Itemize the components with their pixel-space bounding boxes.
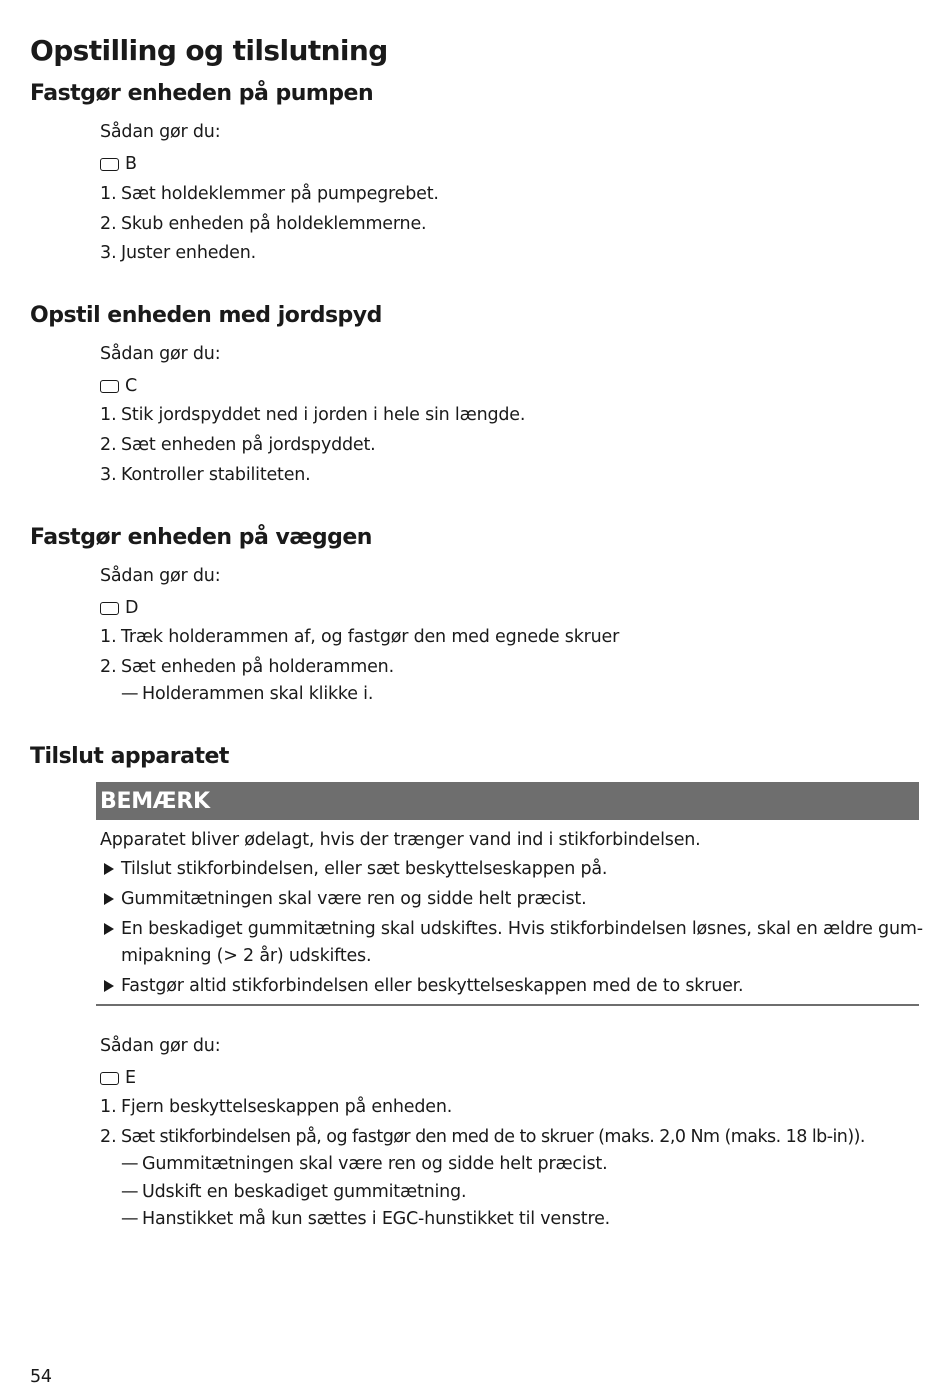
notice-bullet: Gummitætningen skal være ren og sidde helt præcist.: [121, 889, 587, 909]
step-text: Sæt enheden på jordspyddet.: [121, 435, 376, 455]
triangle-bullet-icon: [104, 893, 114, 905]
section-heading: Opstil enheden med jordspyd: [30, 303, 382, 328]
step-number: 1.: [100, 1097, 117, 1117]
intro-text: Sådan gør du:: [100, 566, 221, 586]
dash-bullet: —: [121, 684, 139, 704]
step-text: Træk holderammen af, og fastgør den med egnede skruer: [121, 627, 620, 647]
intro-text: Sådan gør du:: [100, 122, 221, 142]
figure-reference: [100, 153, 137, 175]
notice-bullet: Fastgør altid stikforbindelsen eller beskyttelseskappen med de to skruer.: [121, 976, 744, 996]
triangle-bullet-icon: [104, 863, 114, 875]
step-number: 2.: [100, 214, 117, 234]
triangle-bullet-icon: [104, 980, 114, 992]
step-number: 2.: [100, 657, 117, 677]
figure-reference-icon: [100, 1072, 119, 1085]
notice-text: Apparatet bliver ødelagt, hvis der trænger vand ind i stikforbindelsen.: [100, 830, 701, 850]
step-number: 2.: [100, 1127, 117, 1147]
dash-bullet: —: [121, 1182, 139, 1202]
triangle-bullet-icon: [104, 923, 114, 935]
sub-item-text: Hanstikket må kun sættes i EGC-hunstikket til venstre.: [142, 1209, 611, 1229]
notice-bullet: Tilslut stikforbindelsen, eller sæt beskyttelseskappen på.: [121, 859, 608, 879]
step-number: 1.: [100, 184, 117, 204]
dash-bullet: —: [121, 1209, 139, 1229]
step-text: Sæt holdeklemmer på pumpegrebet.: [121, 184, 439, 204]
step-text: Sæt stikforbindelsen på, og fastgør den med de to skruer (maks. 2,0 Nm (maks. 18 lb-in)).: [121, 1127, 865, 1147]
step-number: 3.: [100, 243, 117, 263]
notice-bullet: En beskadiget gummitætning skal udskiftes. Hvis stikforbindelsen løsnes, skal en ældre gum-: [121, 919, 923, 939]
notice-divider: [96, 1004, 919, 1006]
figure-label: B: [125, 154, 137, 174]
intro-text: Sådan gør du:: [100, 344, 221, 364]
page-title: Opstilling og tilslutning: [30, 34, 388, 67]
notice-bullet-continuation: mipakning (> 2 år) udskiftes.: [121, 946, 372, 966]
section-heading: Fastgør enheden på væggen: [30, 525, 372, 550]
section-heading: Fastgør enheden på pumpen: [30, 81, 374, 106]
figure-reference: [100, 597, 138, 619]
sub-item-text: Gummitætningen skal være ren og sidde helt præcist.: [142, 1154, 608, 1174]
step-number: 1.: [100, 627, 117, 647]
figure-reference-icon: [100, 158, 119, 171]
step-text: Juster enheden.: [121, 243, 257, 263]
step-number: 3.: [100, 465, 117, 485]
sub-item-text: Udskift en beskadiget gummitætning.: [142, 1182, 467, 1202]
step-number: 2.: [100, 435, 117, 455]
step-text: Stik jordspyddet ned i jorden i hele sin længde.: [121, 405, 526, 425]
step-number: 1.: [100, 405, 117, 425]
intro-text: Sådan gør du:: [100, 1036, 221, 1056]
figure-reference: [100, 375, 137, 397]
sub-item-text: Holderammen skal klikke i.: [142, 684, 374, 704]
step-text: Kontroller stabiliteten.: [121, 465, 311, 485]
figure-reference-icon: [100, 602, 119, 615]
page-number: 54: [30, 1367, 52, 1387]
step-text: Fjern beskyttelseskappen på enheden.: [121, 1097, 453, 1117]
figure-label: D: [125, 598, 139, 618]
section-heading: Tilslut apparatet: [30, 744, 229, 769]
step-text: Sæt enheden på holderammen.: [121, 657, 394, 677]
figure-label: C: [125, 376, 138, 396]
step-text: Skub enheden på holdeklemmerne.: [121, 214, 427, 234]
figure-reference-icon: [100, 380, 119, 393]
figure-label: E: [125, 1068, 136, 1088]
dash-bullet: —: [121, 1154, 139, 1174]
notice-title: BEMÆRK: [96, 782, 919, 820]
figure-reference: [100, 1067, 136, 1089]
